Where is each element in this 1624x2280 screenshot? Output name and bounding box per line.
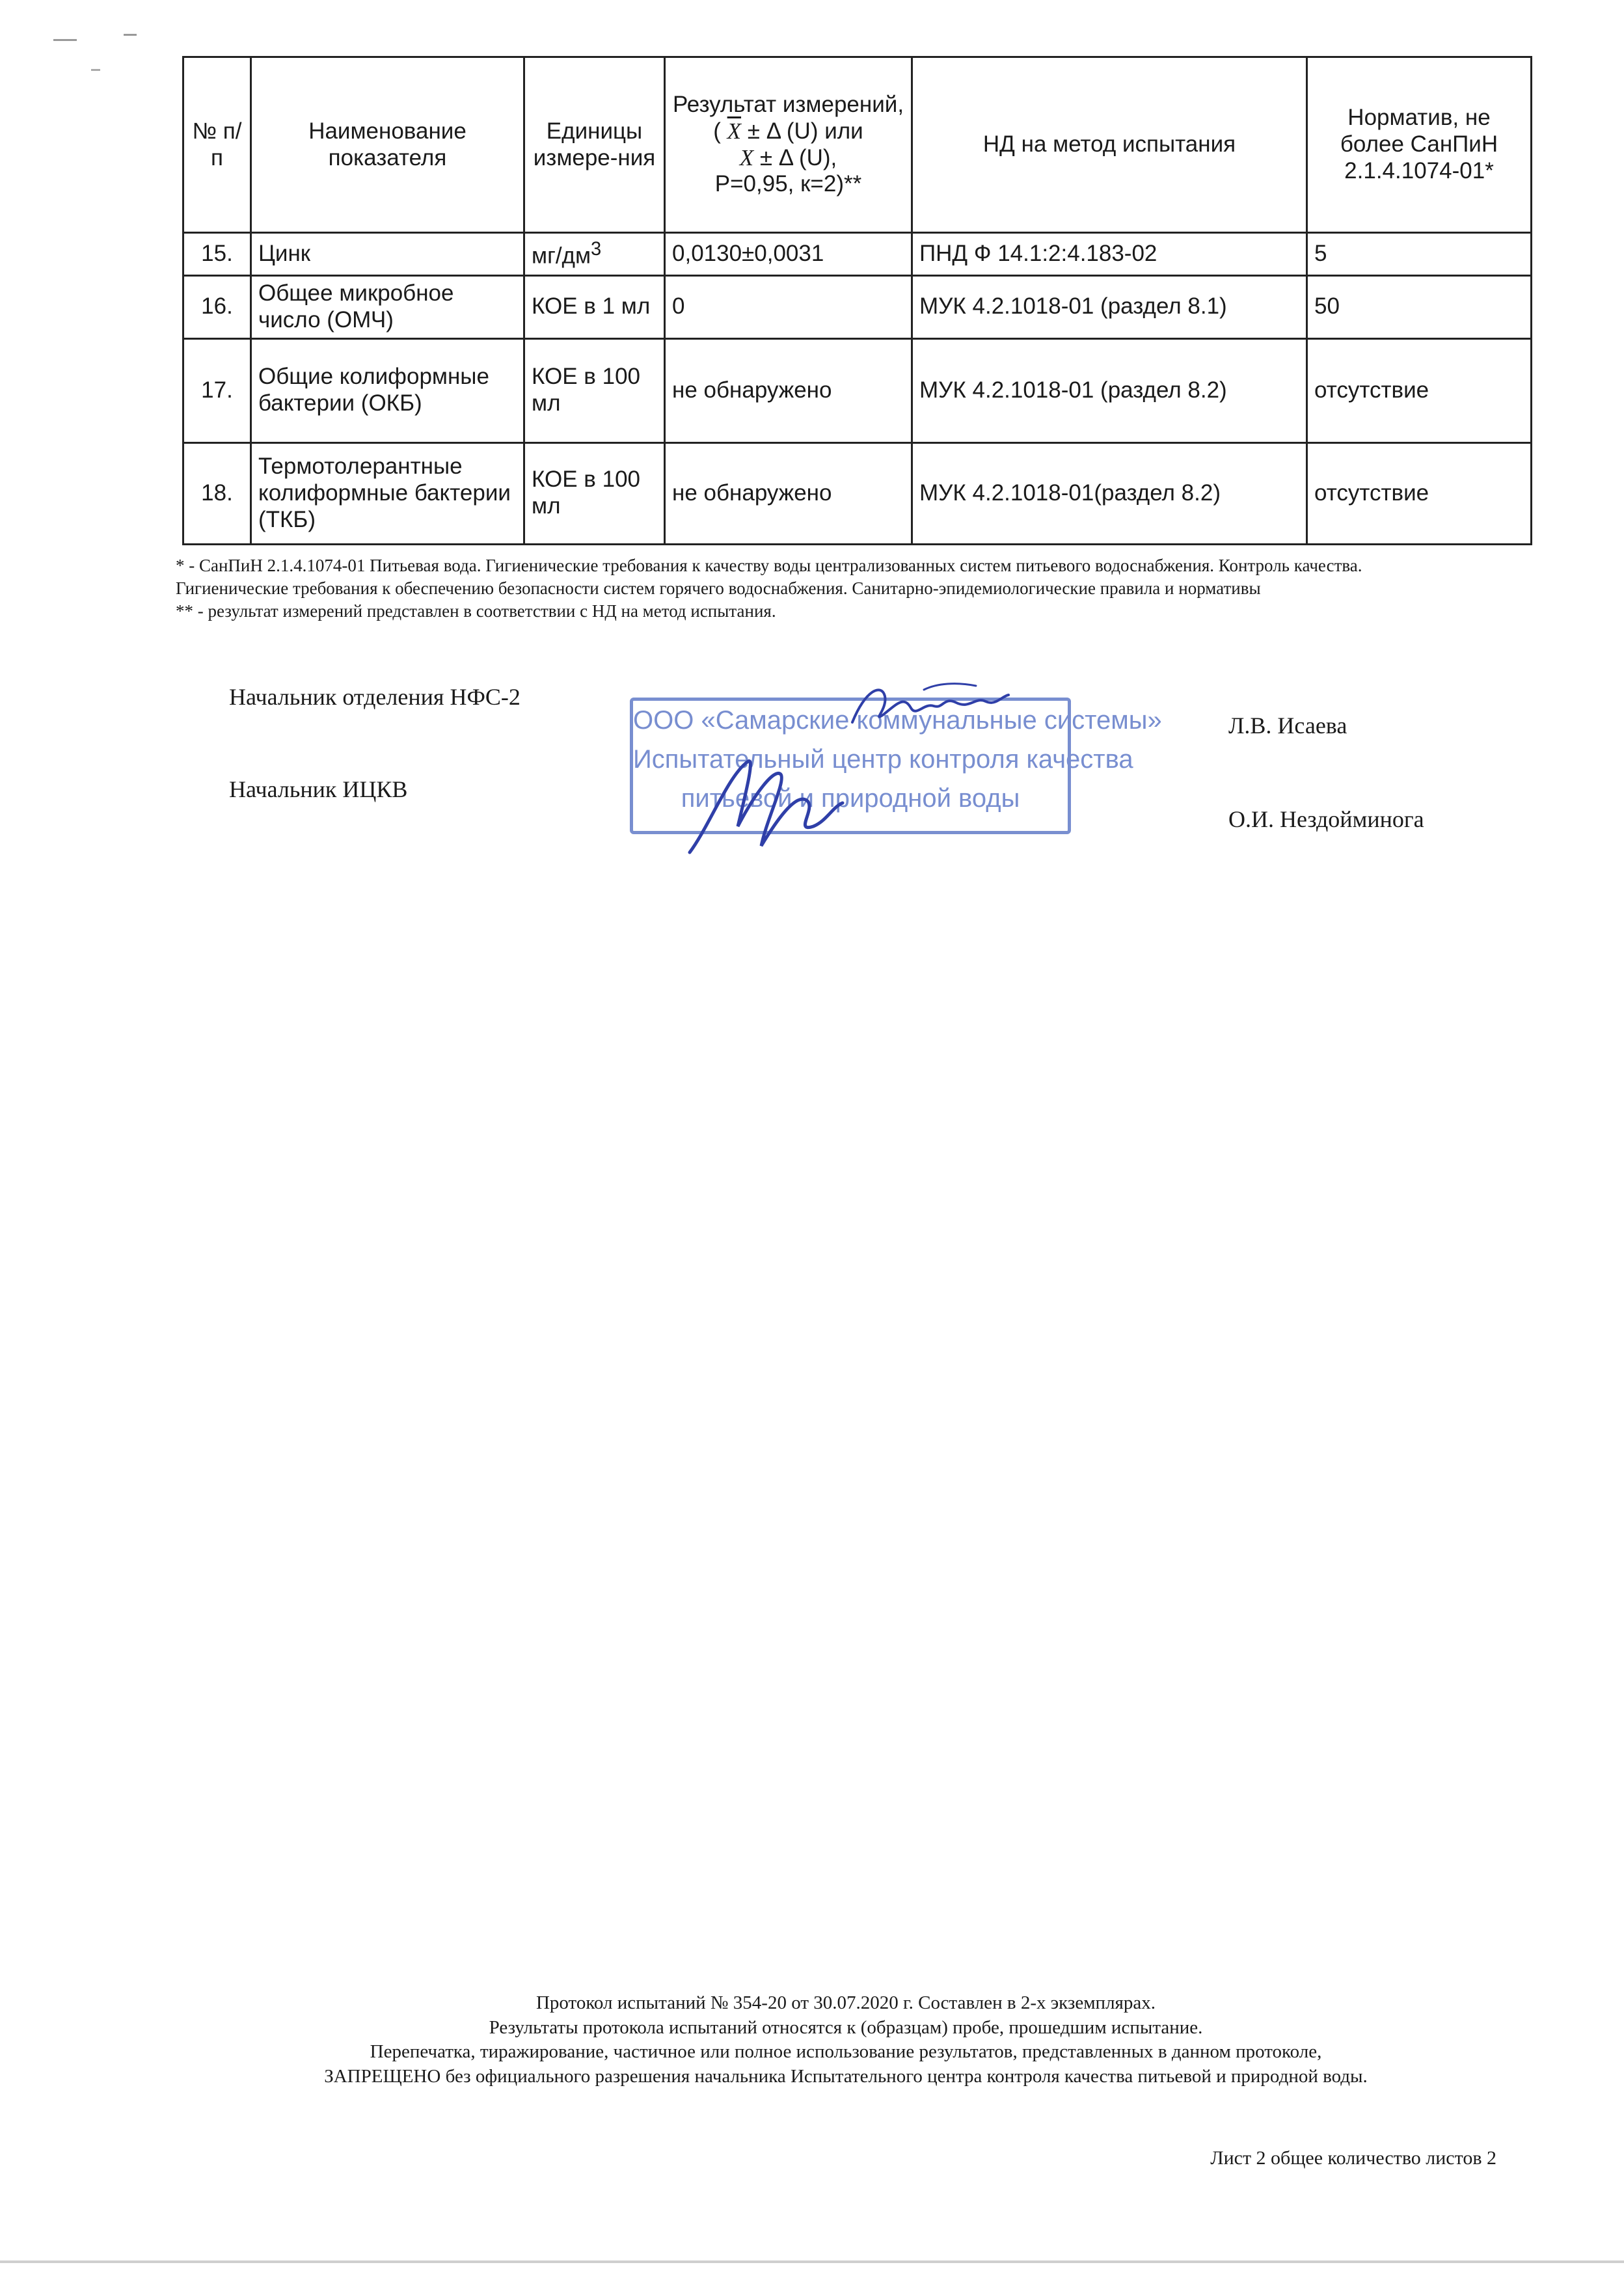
header-result-line2: ( $\overline{X} \pm \Delta$ (U) или (713, 118, 863, 144)
footnote-sanpin-cont: Гигиенические требования к обеспечению безопасности систем горячего водоснабжения. Санитарно-эпидемиологические правила и нормативы (176, 578, 1261, 599)
scan-edge (0, 2260, 1624, 2263)
table-row (183, 233, 1532, 276)
row-result: 0,0130±0,0031 (665, 233, 912, 276)
signer-role-1: Начальник отделения НФС-2 (229, 684, 521, 710)
stamp-line-1: ООО «Самарские коммунальные системы» (633, 706, 1162, 735)
header-units: Единицы измере-ния (524, 57, 665, 233)
signer-name-2: О.И. Нездойминога (1228, 806, 1424, 832)
x-symbol: X (739, 144, 754, 170)
footnote-result: ** - результат измерений представлен в соответствии с НД на метод испытания. (176, 601, 776, 621)
row-num: 18. (183, 442, 251, 544)
footer-protocol-line: Протокол испытаний № 354-20 от 30.07.2020 г. Составлен в 2-х экземплярах. (535, 1992, 1156, 2013)
footer-reprint-line: Перепечатка, тиражирование, частичное или полное использование результатов, представленных в данном протоколе, (370, 2041, 1322, 2063)
unit-superscript: 3 (591, 239, 602, 260)
header-result-line4: P=0,95, к=2)** (714, 171, 862, 197)
stamp-line-2: Испытательный центр контроля качества (633, 745, 1133, 774)
row-norm: 50 (1307, 276, 1532, 339)
header-result-line3: X ± Δ (U), (739, 144, 837, 170)
table-row (183, 276, 1532, 339)
stamp-line-3: питьевой и природной воды (681, 784, 1020, 813)
signer-name-1: Л.В. Исаева (1228, 712, 1347, 739)
signature-nezdoiminoga (683, 748, 852, 859)
footer-forbidden-line: ЗАПРЕЩЕНО без официального разрешения начальника Испытательного центра контроля качества питьевой и природной воды. (324, 2066, 1368, 2087)
footnote-sanpin: * - СанПиН 2.1.4.1074-01 Питьевая вода. Гигиенические требования к качеству воды централизованных систем питьевого водоснабжения. Контроль качества. (176, 556, 1362, 575)
row-method: МУК 4.2.1018-01(раздел 8.2) (912, 442, 1307, 544)
row-norm: 5 (1307, 233, 1532, 276)
scan-mark (124, 34, 137, 36)
table-row (183, 442, 1532, 544)
row-name: Общее микробное число (ОМЧ) (251, 276, 524, 339)
header-norm: Норматив, не более СанПиН 2.1.4.1074-01* (1307, 57, 1532, 233)
signature-isaeva (846, 677, 1015, 735)
scan-mark (91, 69, 100, 71)
row-name: Цинк (251, 233, 524, 276)
results-table (182, 56, 1532, 545)
table-header-row (183, 57, 1532, 233)
row-num: 17. (183, 338, 251, 442)
header-method: НД на метод испытания (912, 57, 1307, 233)
sheet-number: Лист 2 общее количество листов 2 (1210, 2147, 1496, 2169)
row-method: ПНД Ф 14.1:2:4.183-02 (912, 233, 1307, 276)
row-result: не обнаружено (665, 442, 912, 544)
header-name: Наименование показателя (251, 57, 524, 233)
row-unit: КОЕ в 100 мл (524, 338, 665, 442)
row-norm: отсутствие (1307, 442, 1532, 544)
row-name: Общие колиформные бактерии (ОКБ) (251, 338, 524, 442)
row-method: МУК 4.2.1018-01 (раздел 8.2) (912, 338, 1307, 442)
row-unit: КОЕ в 1 мл (524, 276, 665, 339)
x-mean-symbol: $\overline{X}$ (727, 118, 742, 144)
footnotes (176, 554, 1555, 623)
row-num: 16. (183, 276, 251, 339)
header-result (665, 57, 912, 233)
row-result: не обнаружено (665, 338, 912, 442)
footer-results-line: Результаты протокола испытаний относятся к (образцам) пробе, прошедшим испытание. (489, 2016, 1203, 2038)
row-unit: $мг/дм^3$ (524, 233, 665, 276)
scan-mark (53, 39, 77, 41)
protocol-footer (143, 1991, 1549, 2089)
table-row (183, 338, 1532, 442)
row-method: МУК 4.2.1018-01 (раздел 8.1) (912, 276, 1307, 339)
row-result: 0 (665, 276, 912, 339)
header-result-line1: Результат измерений, (672, 91, 904, 117)
row-num: 15. (183, 233, 251, 276)
row-unit: КОЕ в 100 мл (524, 442, 665, 544)
signer-role-2: Начальник ИЦКВ (229, 776, 408, 802)
row-name: Термотолерантные колиформные бактерии (ТКБ) (251, 442, 524, 544)
header-num: № п/п (183, 57, 251, 233)
row-norm: отсутствие (1307, 338, 1532, 442)
